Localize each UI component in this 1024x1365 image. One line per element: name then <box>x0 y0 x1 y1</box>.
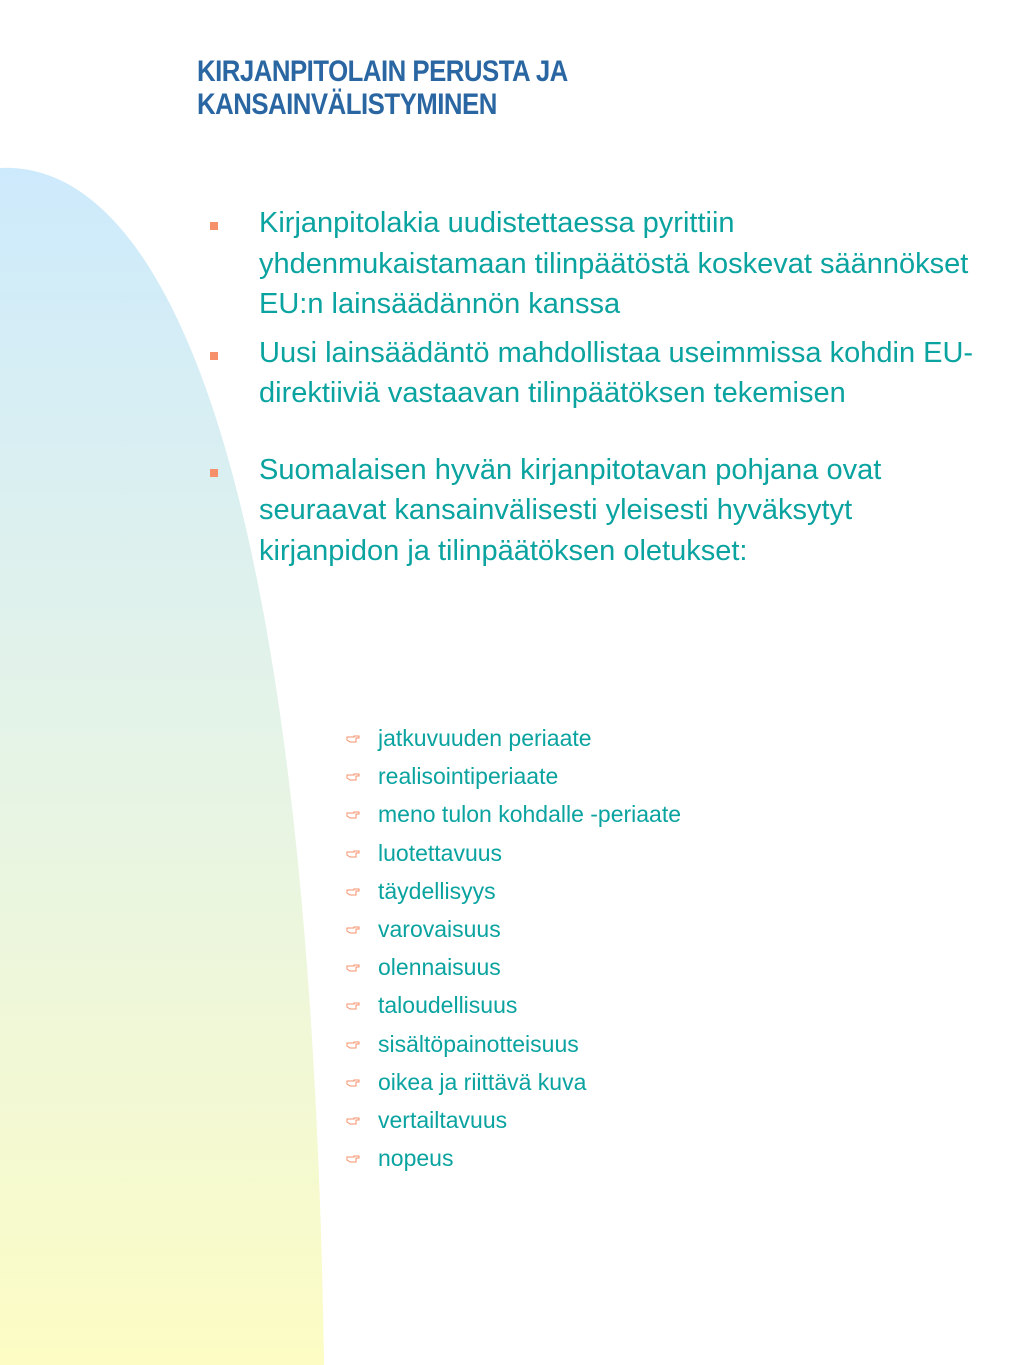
sub-bullet-text: realisointiperiaate <box>378 763 559 790</box>
bullet-item <box>205 450 995 572</box>
sub-bullet-text: vertailtavuus <box>378 1106 508 1133</box>
square-bullet-icon <box>210 352 218 360</box>
pointing-hand-icon <box>346 925 360 935</box>
sub-bullet-item <box>340 757 681 795</box>
sub-bullet-item <box>340 834 681 872</box>
pointing-hand-icon <box>346 1116 360 1126</box>
pointing-hand-icon <box>346 772 360 782</box>
sub-bullet-item <box>340 986 681 1024</box>
sub-bullet-text: olennaisuus <box>378 954 501 981</box>
bullet-text: Uusi lainsäädäntö mahdollistaa useimmissa kohdin EU-direktiiviä vastaavan tilinpäätöksen tekemisen <box>259 336 974 409</box>
sub-bullet-item <box>340 948 681 986</box>
main-bullet-list <box>205 203 995 571</box>
title-line-2: KANSAINVÄLISTYMINEN <box>197 88 497 121</box>
sub-bullet-item <box>340 719 681 757</box>
sub-bullet-item <box>340 1101 681 1139</box>
sub-bullet-item <box>340 795 681 833</box>
sub-bullet-item <box>340 910 681 948</box>
sub-bullet-text: luotettavuus <box>378 839 503 866</box>
sub-bullet-text: meno tulon kohdalle -periaate <box>378 801 682 828</box>
pointing-hand-icon <box>346 1001 360 1011</box>
pointing-hand-icon <box>346 734 360 744</box>
pointing-hand-icon <box>346 963 360 973</box>
page-title <box>197 55 799 121</box>
pointing-hand-icon <box>346 1154 360 1164</box>
square-bullet-icon <box>210 469 218 477</box>
sub-bullet-item <box>340 1025 681 1063</box>
pointing-hand-icon <box>346 849 360 859</box>
bullet-item <box>205 203 995 325</box>
pointing-hand-icon <box>346 1078 360 1088</box>
pointing-hand-icon <box>346 887 360 897</box>
sub-bullet-text: täydellisyys <box>378 877 496 904</box>
sub-bullet-item <box>340 1063 681 1101</box>
bullet-text: Kirjanpitolakia uudistettaessa pyrittiin yhdenmukaistamaan tilinpäätöstä koskevat säännökset EU:n lainsäädännön kanssa <box>259 207 969 320</box>
sub-bullet-text: sisältöpainotteisuus <box>378 1030 579 1057</box>
pointing-hand-icon <box>346 1040 360 1050</box>
bullet-item <box>205 333 995 414</box>
title-line-1: KIRJANPITOLAIN PERUSTA JA <box>197 55 568 88</box>
sub-bullet-text: nopeus <box>378 1145 454 1172</box>
sub-bullet-item <box>340 872 681 910</box>
sub-bullet-list <box>340 719 681 1177</box>
sub-bullet-text: taloudellisuus <box>378 992 518 1019</box>
square-bullet-icon <box>210 222 218 230</box>
bullet-text: Suomalaisen hyvän kirjanpitotavan pohjana ovat seuraavat kansainvälisesti yleisesti hyväksytyt kirjanpidon ja tilinpäätöksen oletukset: <box>259 453 882 567</box>
sub-bullet-item <box>340 1139 681 1177</box>
sub-bullet-text: oikea ja riittävä kuva <box>378 1068 587 1095</box>
sub-bullet-text: varovaisuus <box>378 915 501 942</box>
sub-bullet-text: jatkuvuuden periaate <box>378 725 592 751</box>
pointing-hand-icon <box>346 810 360 820</box>
